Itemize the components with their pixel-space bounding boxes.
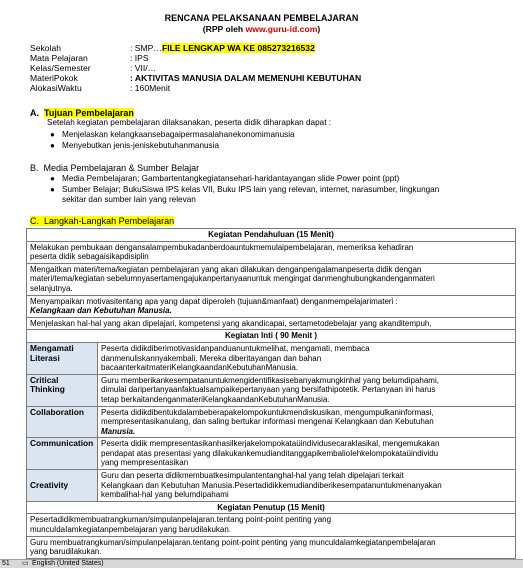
- pendahuluan-row-4: [27, 317, 516, 330]
- section-a-title: Tujuan Pembelajaran: [44, 108, 134, 118]
- identity-value-subject: : IPS: [130, 53, 149, 63]
- section-c-letter: C.: [30, 216, 39, 226]
- table-row: [27, 374, 516, 406]
- table-row: [27, 342, 516, 374]
- identity-value-school: [130, 43, 315, 53]
- identity-label-subject: Mata Pelajaran: [30, 53, 88, 63]
- row-line: dimulai daripertanyaanfaktualsampaikepertanyaan yang bersifathipotetik. Pertanyaan ini harus: [101, 385, 436, 395]
- pendahuluan-row-2: [27, 263, 516, 295]
- row-line: Peserta didikdibentukdalambeberapakelompokuntukmendiskusikan, mengumpulkaninformasi,: [101, 407, 434, 417]
- table-row: [27, 241, 516, 263]
- subtitle-prefix: (RPP oleh: [202, 24, 246, 34]
- row-line: bacaanterkaitmateriKelangkaandanKebutuhanManusia.: [101, 363, 299, 373]
- table-section-header: [27, 229, 516, 242]
- identity-label-class: Kelas/Semester: [30, 63, 91, 73]
- status-page-number[interactable]: 51: [2, 560, 10, 567]
- row-line: Menyampaikan motivasitentang apa yang dapat diperoleh (tujuan&manfaat) denganmempelajarimateri :: [30, 296, 398, 306]
- row-line: kembalihal-hal yang belumdipahami: [101, 490, 229, 500]
- table-row: [27, 317, 516, 330]
- inti-header: Kegiatan Inti ( 90 Menit ): [27, 330, 516, 343]
- section-b-bullet-2-cont: sekitar dan sumber lain yang relevan: [62, 195, 196, 204]
- identity-value-topic: : AKTIVITAS MANUSIA DALAM MEMENUHI KEBUTUHAN: [130, 73, 362, 83]
- row-line: danmenuliskannyakembali. Mereka diberitayangan dan bahan: [101, 353, 322, 363]
- learning-steps-table: [26, 228, 516, 559]
- inti-label-literasi: Mengamati Literasi: [27, 342, 98, 374]
- bullet-icon: ●: [50, 174, 55, 183]
- bullet-text: Media Pembelajaran; Gambartentangkegiatansehari-haridantayangan slide Power point (ppt): [62, 174, 400, 183]
- section-a-bullet-1: [50, 130, 295, 140]
- section-c-title: Langkah-Langkah Pembelajaran: [44, 216, 175, 226]
- identity-label-school: Sekolah: [30, 43, 62, 53]
- identity-label-time: AlokasiWaktu: [30, 83, 82, 93]
- table-row: [27, 295, 516, 317]
- section-b-bullet-2: [50, 185, 440, 195]
- row-line: Kelangkaan dan Kebutuhan Manusia.Pesertadidikkemudiandiberikesempatanuntukmenanyakan: [101, 480, 442, 490]
- row-line: Guru dan peserta didikmembuatkesimpulantentanghal-hal yang telah dipelajari terkait: [101, 471, 404, 481]
- bullet-text: Sumber Belajar; BukuSiswa IPS kelas VII, Buku IPS lain yang relevan, internet, narasumber, lingkungan: [62, 185, 440, 194]
- inti-label-communication: Communication: [27, 438, 98, 470]
- table-section-header: [27, 330, 516, 343]
- inti-label-critical: Critical Thinking: [27, 374, 98, 406]
- row-line: Guru memberikankesempatanuntukmengidentifikasisebanyakmungkinhal yang belumdipahami,: [101, 375, 439, 385]
- row-line: Manusia.: [101, 426, 136, 436]
- school-value-highlight: FILE LENGKAP WA KE 085273216532: [162, 43, 315, 53]
- inti-content-creativity: [98, 470, 516, 502]
- section-a-letter: A.: [30, 108, 39, 118]
- row-line: Melakukan pembukaan dengansalampembukadanberdoauntukmemulaipembelajaran, memeriksa kehadiran: [30, 242, 414, 252]
- bullet-text: Menyebutkan jenis-jeniskebutuhanmanusia: [62, 141, 220, 150]
- row-line: Peserta didikdiberimotivasidanpanduanuntukmelihat, mengamati, membaca: [101, 343, 370, 353]
- document-title: RENCANA PELAKSANAAN PEMBELAJARAN: [164, 13, 359, 23]
- table-row: [27, 514, 516, 536]
- section-b-bullet-1: [50, 174, 400, 184]
- penutup-row-2: [27, 536, 516, 558]
- penutup-header: Kegiatan Penutup (15 Menit): [27, 501, 516, 514]
- row-line: Peserta didik mempresentasikanhasilkerjakelompokataüindividusecaraklasikal, mengemukakan: [101, 439, 440, 449]
- row-line: yang barudilakukan.: [30, 547, 102, 557]
- section-a-heading: [30, 108, 134, 118]
- pendahuluan-row-3: [27, 295, 516, 317]
- status-language[interactable]: English (United States): [32, 560, 104, 567]
- row-line: yang mempresentasikan: [101, 458, 189, 468]
- penutup-row-1: [27, 514, 516, 536]
- inti-content-communication: [98, 438, 516, 470]
- row-line: mempresentasikanulang, dan saling bertukar informasi mengenai Kelangkaan dan Kebutuhan: [101, 417, 434, 427]
- pendahuluan-header: Kegiatan Pendahuluan (15 Menit): [27, 229, 516, 242]
- row-line: Kelangkaan dan Kebutuhan Manusia.: [30, 306, 172, 316]
- inti-content-literasi: [98, 342, 516, 374]
- subtitle-suffix: ): [317, 24, 321, 34]
- identity-value-time: : 160Menit: [130, 83, 171, 93]
- document-subtitle: [0, 24, 523, 34]
- row-line: Mengaitkan materi/tema/kegiatan pembelajaran yang akan dilakukan denganpengalamanpeserta didik dengan: [30, 264, 422, 274]
- section-c-heading: [30, 216, 174, 226]
- table-row: [27, 536, 516, 558]
- row-line: pendapat atas presentasi yang dilakukankemudianditanggapikembalioIehkelompokataüindividu: [101, 448, 439, 458]
- subtitle-site-link[interactable]: www.guru-id.com: [245, 24, 318, 34]
- row-line: muncuIdaIamkegiatanpembelajaran yang barudilakukan.: [30, 525, 232, 535]
- pendahuluan-row-1: [27, 241, 516, 263]
- section-b-heading: [30, 163, 199, 173]
- table-row: [27, 470, 516, 502]
- identity-label-topic: MateriPokok: [30, 73, 78, 83]
- identity-value-class: : VII/…: [130, 63, 157, 73]
- row-line: selanjutnya.: [30, 283, 73, 293]
- row-line: Guru membuatrangkuman/simpulanpelajaran.tentang point-point penting yang munculdalamkegiatanpembelajaran: [30, 537, 436, 547]
- row-line: tetap berkaitandenganmateriKelangkaandanKebutuhanManusia.: [101, 394, 330, 404]
- section-b-title: Media Pembelajaran & Sumber Belajar: [43, 163, 200, 173]
- bullet-icon: ●: [50, 185, 55, 194]
- school-value-prefix: : SMP…: [130, 43, 162, 53]
- bullet-text: Menjelaskan kelangkaansebagaipermasalahanekonomimanusia: [62, 130, 295, 139]
- section-a-intro: Setelah kegiatan pembelajaran dilaksanakan, peserta didik diharapkan dapat :: [47, 118, 332, 127]
- section-b-letter: B.: [30, 163, 39, 173]
- bullet-icon: ●: [50, 130, 55, 139]
- bullet-icon: ●: [50, 141, 55, 150]
- inti-label-creativity: Creativity: [27, 470, 98, 502]
- table-row: [27, 263, 516, 295]
- inti-content-critical: [98, 374, 516, 406]
- inti-label-collaboration: Collaboration: [27, 406, 98, 438]
- table-section-header: [27, 501, 516, 514]
- table-row: [27, 438, 516, 470]
- table-row: [27, 406, 516, 438]
- row-line: materi/tema/kegiatan sebelumnyasertamengajukanpertanyaanuntuk mengingat danmenghubungkandenganmateri: [30, 274, 435, 284]
- row-line: peserta didik sebagaisikapdisiplin: [30, 252, 149, 262]
- inti-content-collaboration: [98, 406, 516, 438]
- row-line: Menjelaskan hal-hal yang akan dipelajari, kompetensi yang akandicapai, sertametodebelajar yang akanditempuh,: [30, 318, 432, 328]
- status-language-icon[interactable]: ▭: [22, 560, 29, 567]
- section-a-bullet-2: [50, 141, 220, 151]
- row-line: Pesertadidikmembuatrangkuman/simpulanpelajaran.tentang point-point penting yang: [30, 515, 332, 525]
